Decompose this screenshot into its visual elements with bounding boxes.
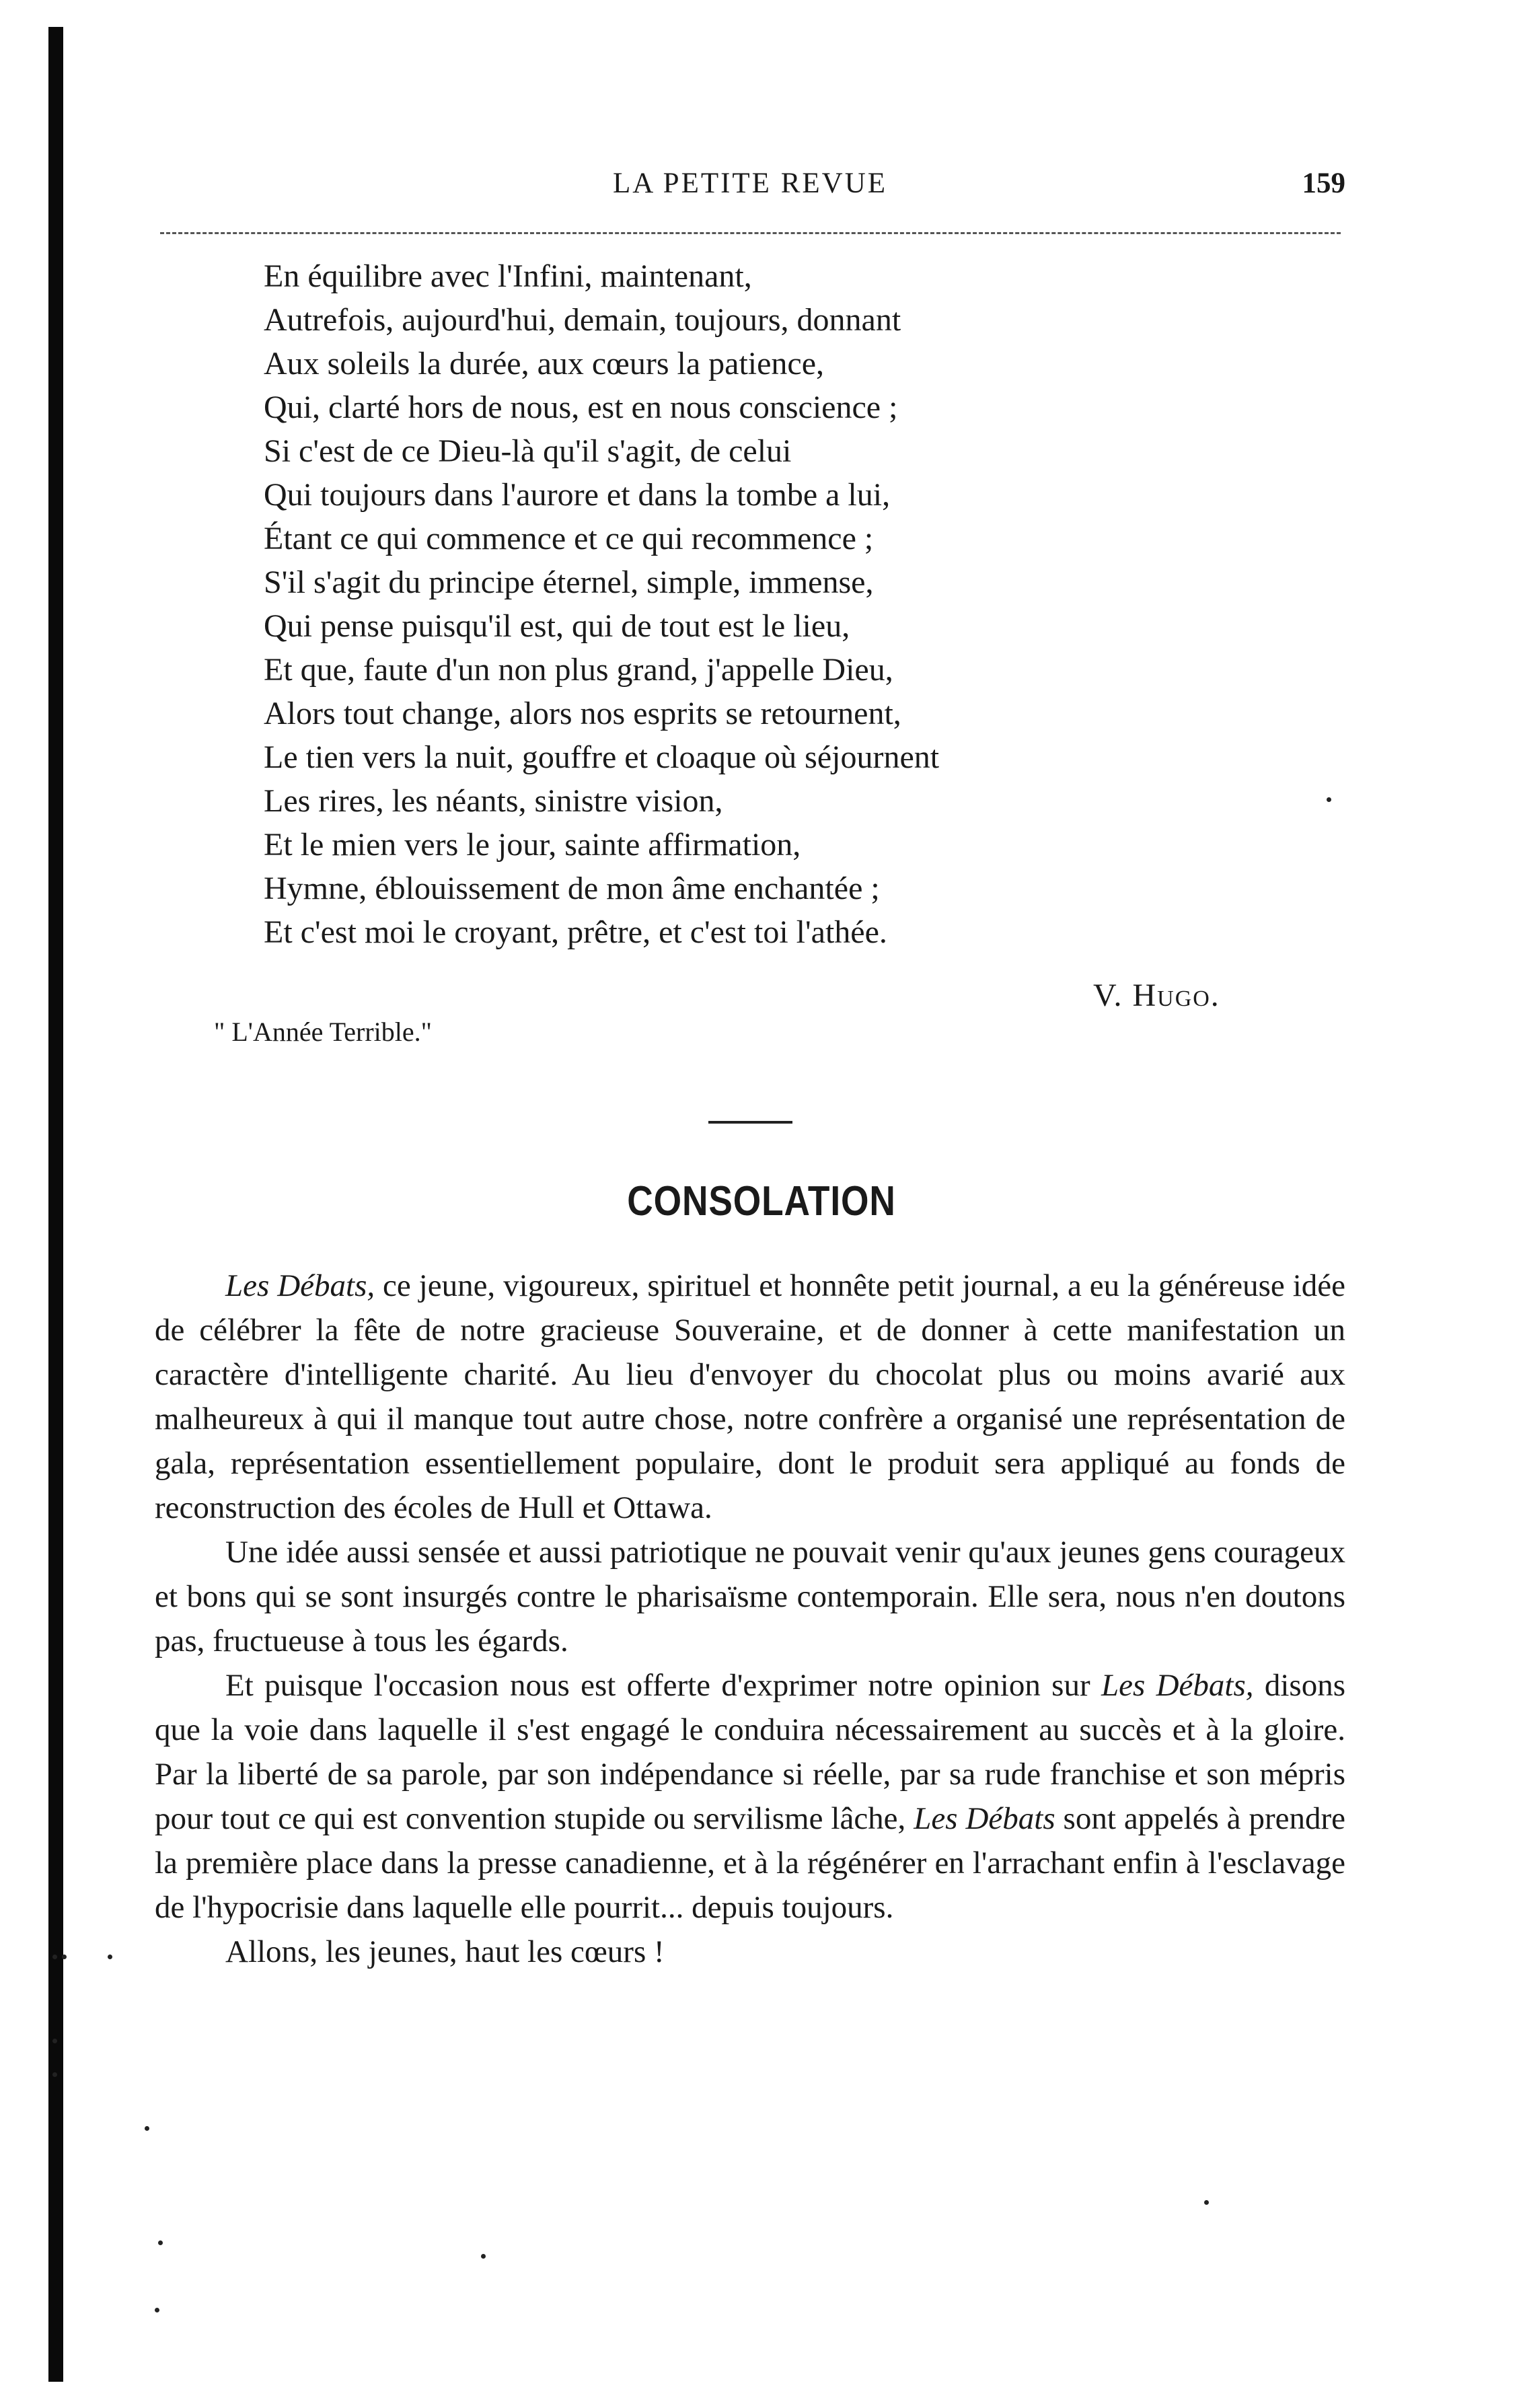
journal-name: Les Débats, [1101,1668,1254,1703]
poem-line: Et c'est moi le croyant, prêtre, et c'est toi l'athée. [264,914,887,950]
margin-speck [158,2240,163,2245]
article-title: CONSOLATION [627,1178,896,1225]
margin-speck [52,2072,57,2077]
margin-speck [62,1955,67,1959]
poem-line: Hymne, éblouissement de mon âme enchantée ; [264,871,880,906]
poem-line: Qui pense puisqu'il est, qui de tout est le lieu, [264,608,850,644]
poem-line: Et le mien vers le jour, sainte affirmation, [264,827,801,863]
article-paragraph [155,1663,1345,1930]
margin-speck [481,2254,486,2259]
poem [264,254,1340,954]
article-paragraph: Allons, les jeunes, haut les cœurs ! [225,1934,665,1969]
poem-line: Étant ce qui commence et ce qui recommence ; [264,521,874,556]
article-body [155,1264,1345,1974]
poem-line: Aux soleils la durée, aux cœurs la patience, [264,346,825,381]
paragraph-text: Et puisque l'occasion nous est offerte d'exprimer notre opinion sur [225,1668,1101,1703]
poem-signature [1093,977,1220,1014]
running-title: LA PETITE REVUE [612,168,888,199]
poem-line: Et que, faute d'un non plus grand, j'appelle Dieu, [264,652,893,688]
paragraph-text: ce jeune, vigoureux, spirituel et honnête petit journal, a eu la généreuse idée de célébrer la fête de notre gracieuse Souveraine, et de donner à cette manifestation un caractère d'intelligente charité. Au lieu d'envoyer du chocolat plus ou moins avarié aux malheureux à qui il manque tout autre chose, notre confrère a organisé une représentation de gala, représentation essentiellement populaire, dont le produit sera appliqué au fonds de reconstruction des écoles de Hull et Ottawa. [155,1268,1345,1525]
page-header [155,167,1345,214]
margin-speck [1204,2200,1209,2205]
poem-line: Le tien vers la nuit, gouffre et cloaque où séjournent [264,739,940,775]
margin-speck [1327,797,1331,802]
poem-source: " L'Année Terrible." [214,1017,432,1047]
poem-line: Qui, clarté hors de nous, est en nous conscience ; [264,390,898,425]
article-paragraph [155,1264,1345,1530]
margin-speck [52,2039,57,2043]
journal-name: Les Débats [914,1801,1055,1836]
header-rule [160,232,1341,234]
poem-line: Autrefois, aujourd'hui, demain, toujours, donnant [264,302,901,338]
paragraph-text: sont appelés à prendre la première place dans la presse canadienne, et à la régénérer en l'arrachant enfin à l'esclavage de l'hypocrisie dans laquelle elle pourrit... depuis toujours. [155,1801,1345,1925]
page-number: 159 [1302,168,1345,199]
poem-line: Qui toujours dans l'aurore et dans la tombe a lui, [264,477,891,513]
margin-speck [155,2308,159,2312]
poem-line: En équilibre avec l'Infini, maintenant, [264,258,752,294]
section-divider [708,1121,792,1124]
margin-speck [145,2126,149,2131]
margin-speck [52,1955,57,1959]
scan-edge-bar [48,27,63,2382]
journal-name: Les Débats, [225,1268,375,1303]
article-paragraph: Une idée aussi sensée et aussi patriotique ne pouvait venir qu'aux jeunes gens courageux et bons qui se sont insurgés contre le pharisaïsme contemporain. Elle sera, nous n'en doutons pas, fructueuse à tous les égards. [155,1535,1345,1658]
margin-speck [108,1955,112,1959]
signature-name: Hugo. [1132,978,1220,1013]
paragraph-text: disons que la voie dans laquelle il s'est engagé le conduira nécessairement au succès et à la gloire. Par la liberté de sa parole, par son indépendance si réelle, par sa rude franchise et son mépris pour tout ce qui est convention stupide ou servilisme lâche, [155,1668,1345,1836]
signature-initial: V. [1093,978,1123,1013]
poem-line: S'il s'agit du principe éternel, simple, immense, [264,564,874,600]
poem-line: Alors tout change, alors nos esprits se retournent, [264,696,901,731]
poem-line: Si c'est de ce Dieu-là qu'il s'agit, de celui [264,433,792,469]
poem-line: Les rires, les néants, sinistre vision, [264,783,723,819]
